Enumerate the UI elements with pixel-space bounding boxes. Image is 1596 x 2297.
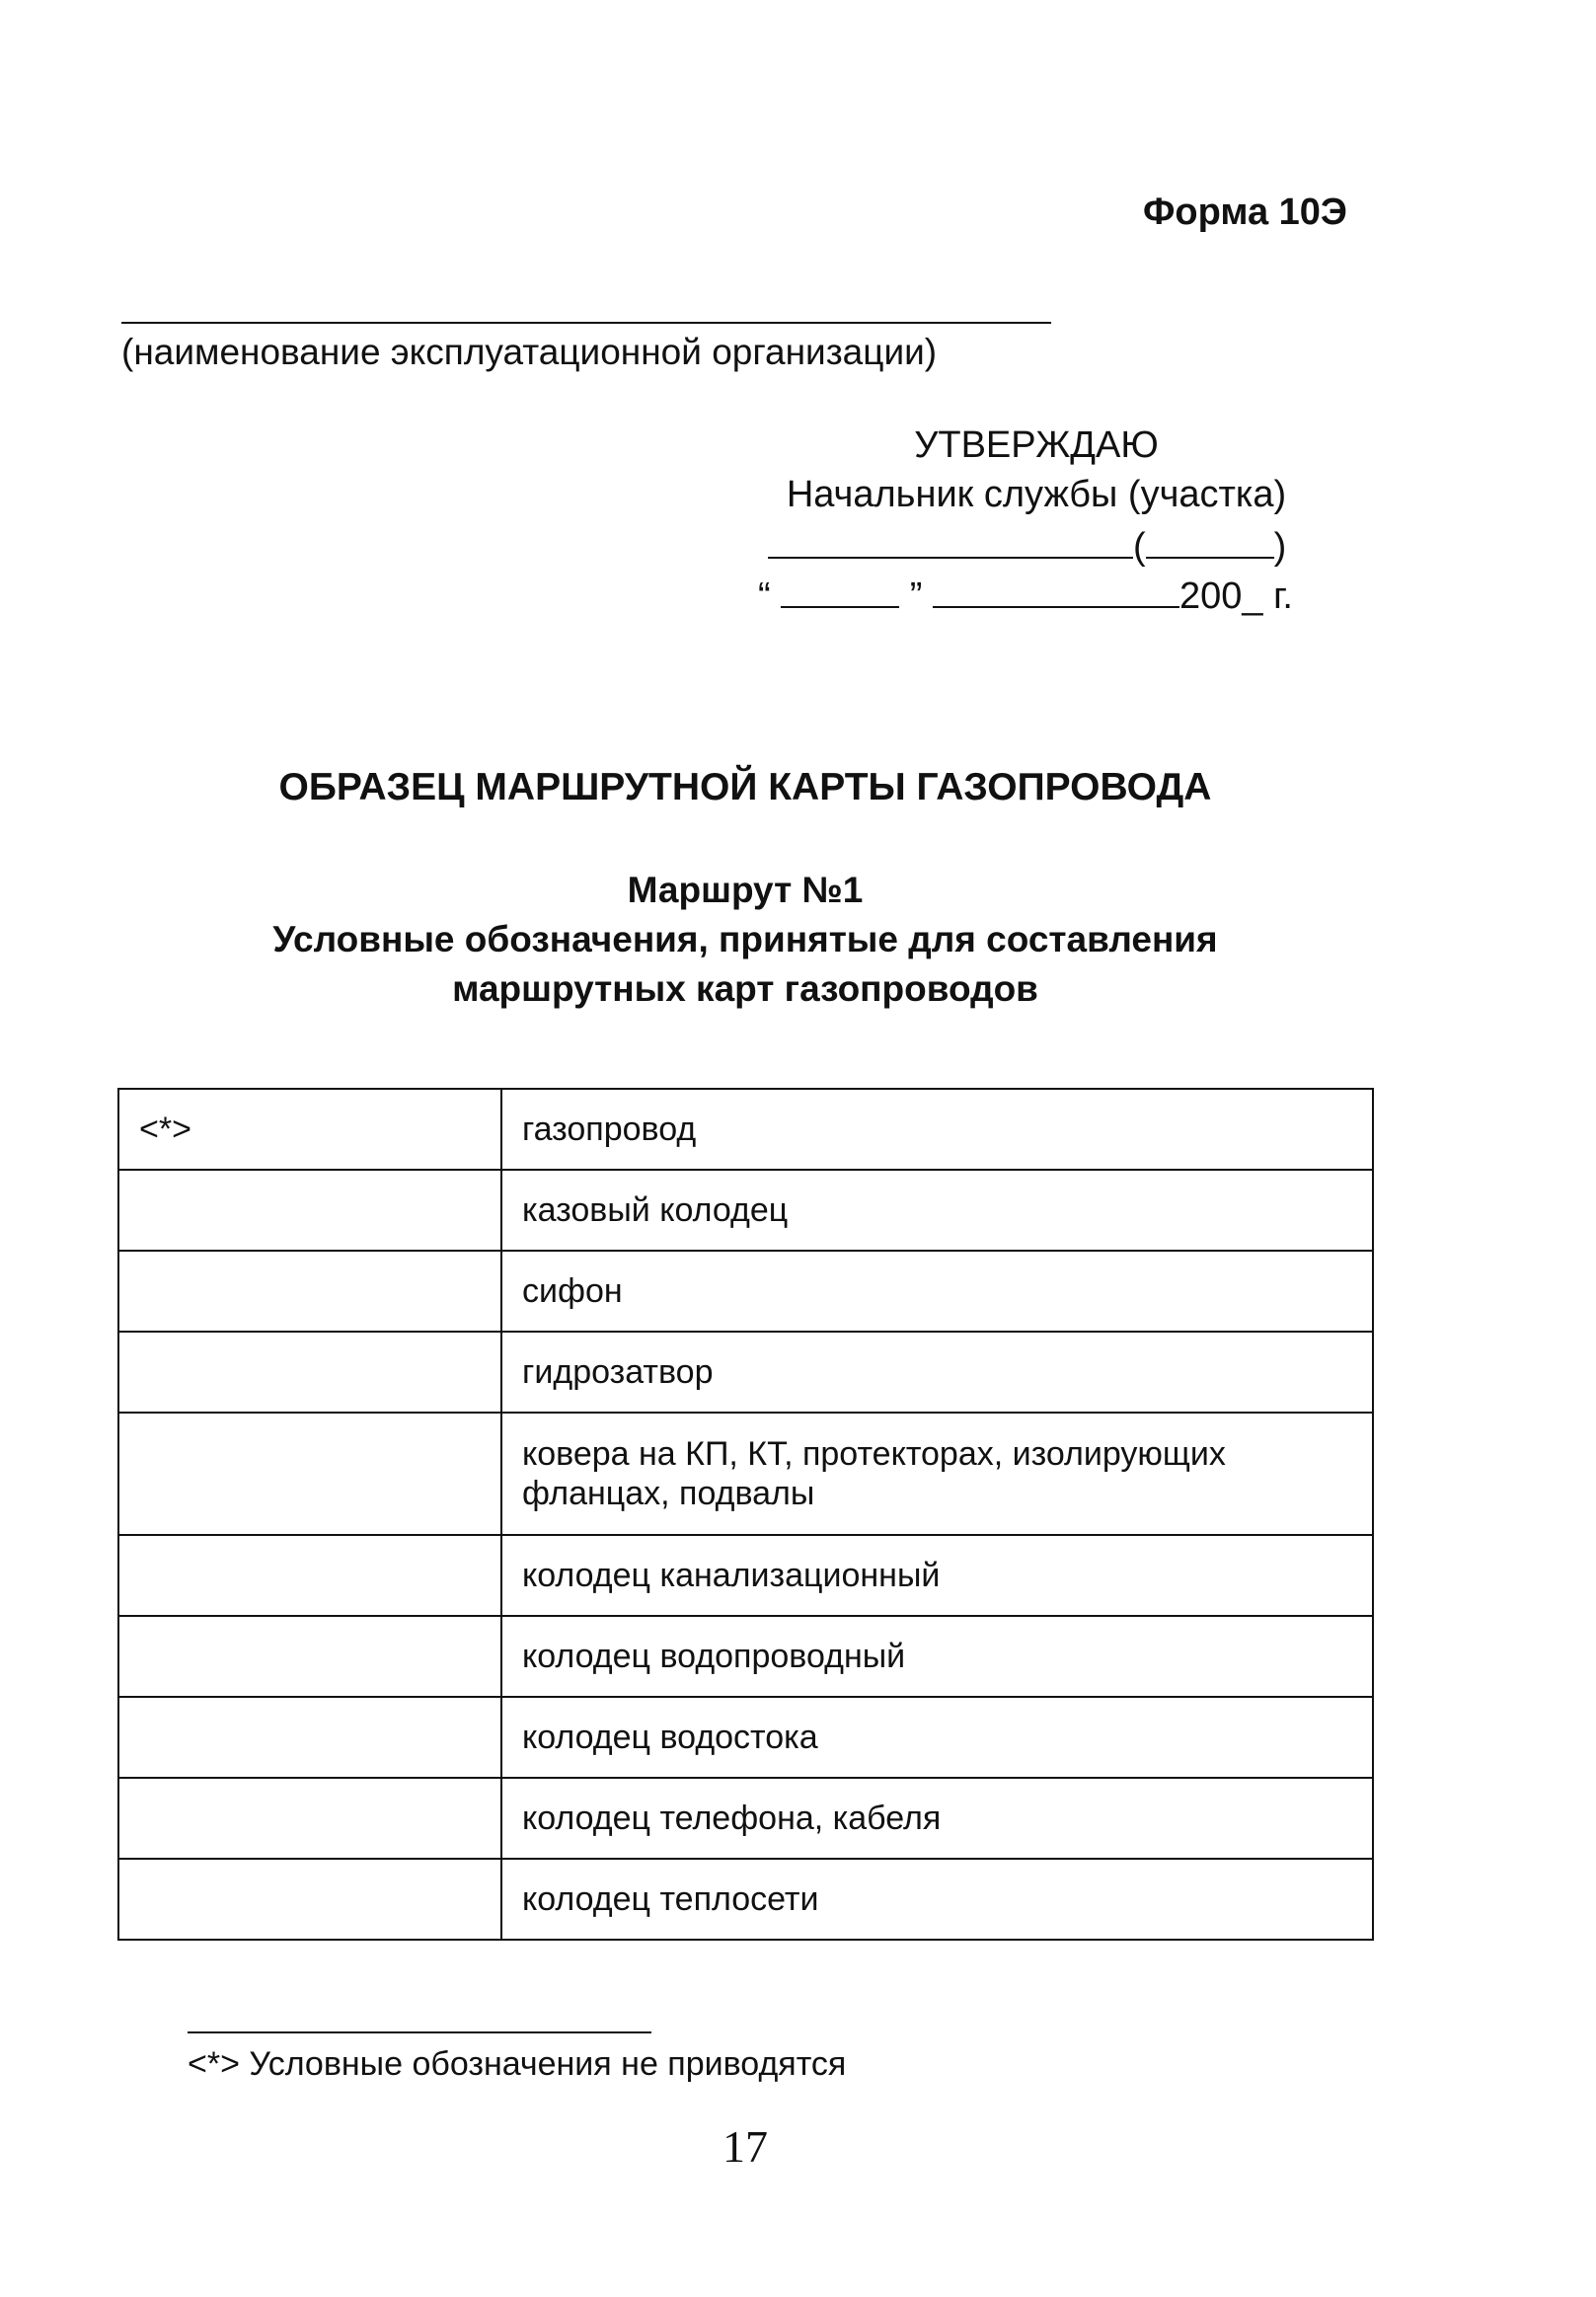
table-row <box>118 1697 1373 1778</box>
legend-description: колодец теплосети <box>501 1859 1373 1940</box>
date-year: 200_ г. <box>1179 575 1293 617</box>
legend-symbol <box>118 1859 501 1940</box>
document-title: ОБРАЗЕЦ МАРШРУТНОЙ КАРТЫ ГАЗОПРОВОДА <box>278 766 1212 808</box>
table-row <box>118 1413 1373 1535</box>
org-name-caption: (наименование эксплуатационной организации) <box>121 332 938 372</box>
footnote-divider <box>188 2031 651 2033</box>
legend-description: газопровод <box>501 1089 1373 1170</box>
table-row <box>118 1332 1373 1413</box>
table-row <box>118 1535 1373 1616</box>
footnote: <*> Условные обозначения не приводятся <box>188 2045 847 2083</box>
signature-paren-close: ) <box>1273 526 1287 568</box>
table-row <box>118 1251 1373 1332</box>
legend-description: казовый колодец <box>501 1170 1373 1251</box>
legend-description: колодец водопроводный <box>501 1616 1373 1697</box>
day-blank <box>781 573 899 608</box>
table-row <box>118 1859 1373 1940</box>
table-row <box>118 1778 1373 1859</box>
legend-description: ковера на КП, КТ, протекторах, изолирующих фланцах, подвалы <box>501 1413 1373 1535</box>
signature-paren-open: ( <box>1133 526 1146 568</box>
org-name-line <box>121 322 1051 324</box>
legend-symbol <box>118 1778 501 1859</box>
route-number: Маршрут №1 <box>627 870 864 910</box>
approval-position: Начальник службы (участка) <box>786 474 1287 515</box>
legend-subtitle-line1: Условные обозначения, принятые для составления <box>272 919 1218 959</box>
page-number: 17 <box>722 2121 768 2172</box>
route-header <box>0 866 1490 1014</box>
legend-description: колодец водостока <box>501 1697 1373 1778</box>
legend-symbol <box>118 1170 501 1251</box>
legend-symbol <box>118 1697 501 1778</box>
table-row <box>118 1089 1373 1170</box>
legend-description: гидрозатвор <box>501 1332 1373 1413</box>
signature-blank <box>768 523 1133 559</box>
name-blank <box>1146 523 1274 559</box>
legend-symbol: <*> <box>118 1089 501 1170</box>
month-blank <box>933 573 1179 608</box>
approval-date-line <box>750 573 1323 622</box>
table-row <box>118 1170 1373 1251</box>
legend-symbol <box>118 1616 501 1697</box>
legend-symbol <box>118 1535 501 1616</box>
approval-signature-line <box>750 523 1323 573</box>
table-row <box>118 1616 1373 1697</box>
form-label: Форма 10Э <box>1143 191 1347 233</box>
approval-block <box>750 424 1323 622</box>
date-quote-open: “ <box>758 575 771 617</box>
legend-symbol <box>118 1413 501 1535</box>
date-quote-close: ” <box>909 575 923 617</box>
legend-symbol <box>118 1332 501 1413</box>
legend-symbol <box>118 1251 501 1332</box>
legend-subtitle-line2: маршрутных карт газопроводов <box>452 968 1038 1009</box>
legend-description: колодец канализационный <box>501 1535 1373 1616</box>
approval-title: УТВЕРЖДАЮ <box>914 424 1159 466</box>
legend-description: колодец телефона, кабеля <box>501 1778 1373 1859</box>
legend-table <box>117 1088 1374 1941</box>
legend-description: сифон <box>501 1251 1373 1332</box>
